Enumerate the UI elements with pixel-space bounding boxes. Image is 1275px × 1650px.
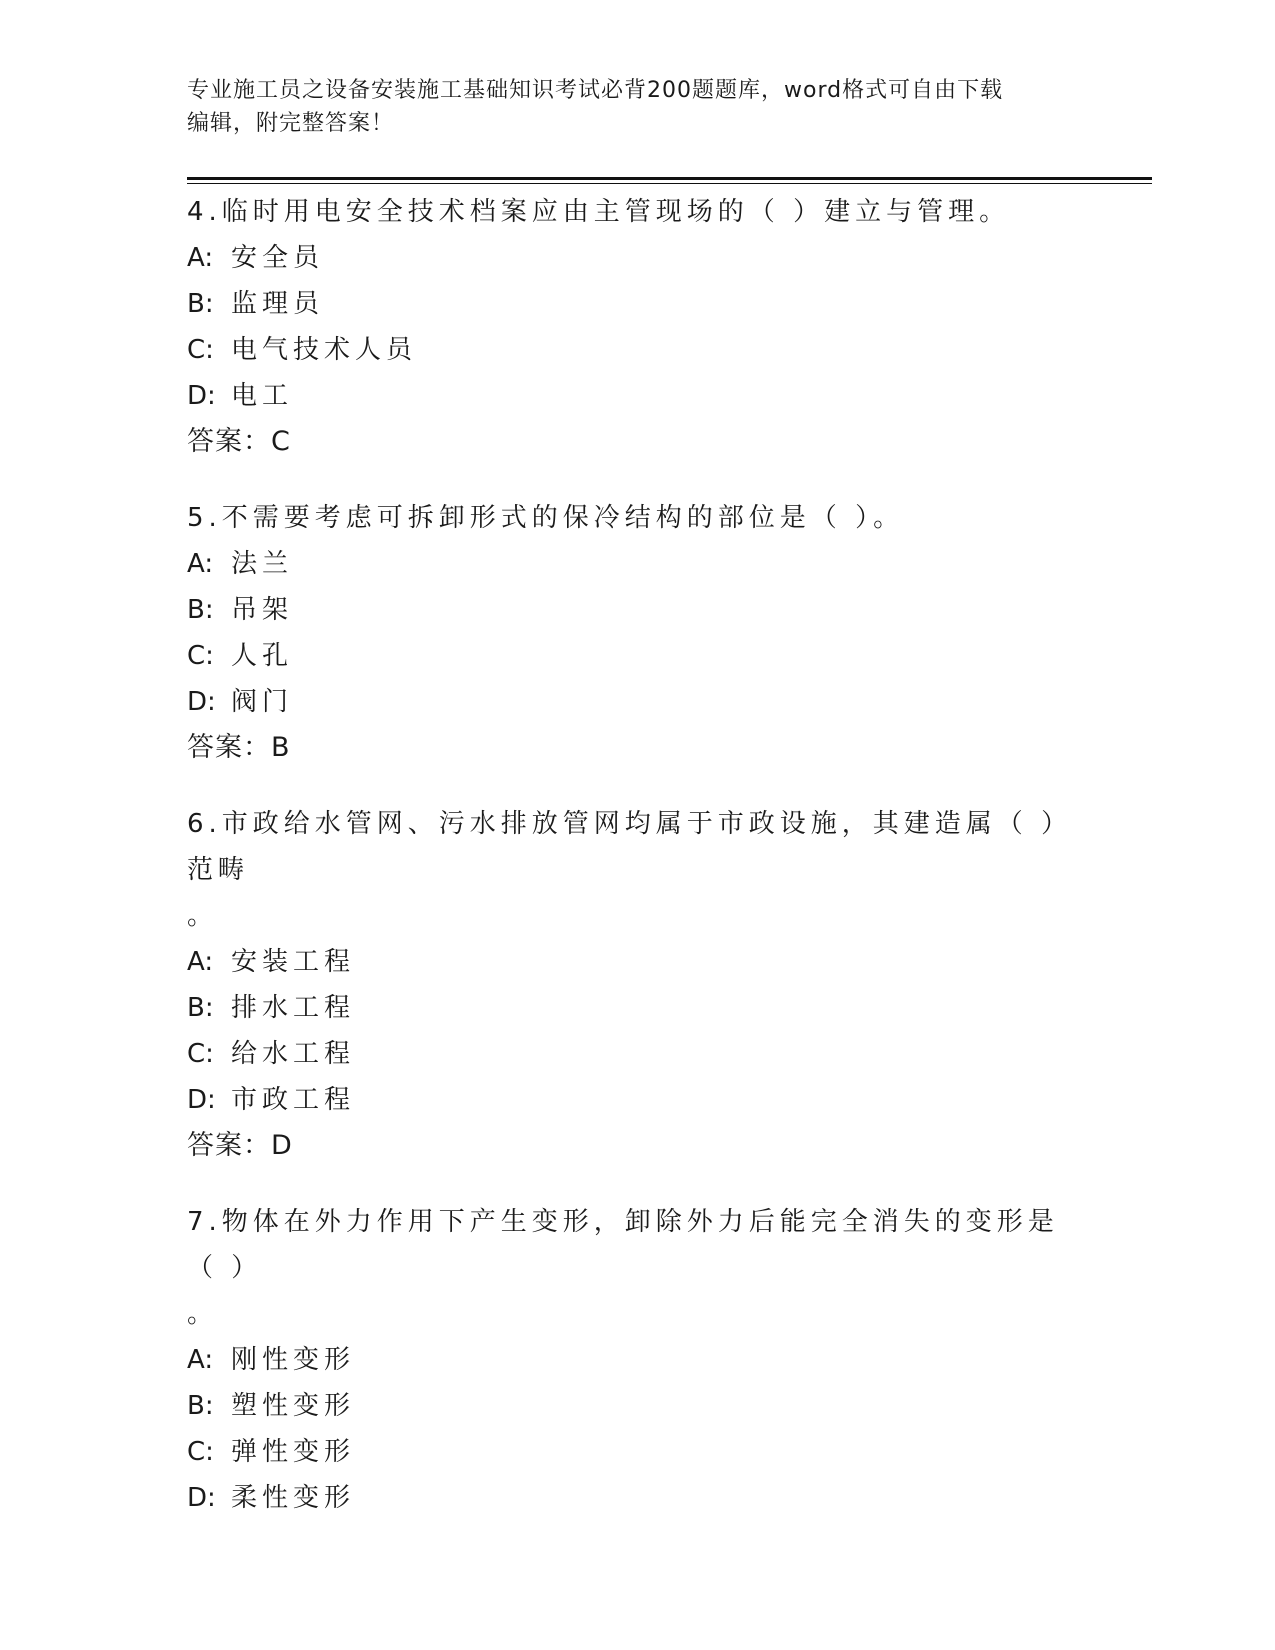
question-stem: 7.物体在外力作用下产生变形，卸除外力后能完全消失的变形是（ ） [187,1207,1059,1283]
option-label: B: [187,289,214,319]
option-label: D: [187,1483,216,1513]
header-line-2: 编辑，附完整答案！ [187,111,395,136]
question-4 [187,189,1087,465]
option-label: A: [187,549,214,579]
option-a [187,939,1087,985]
option-label: C: [187,1039,214,1069]
option-text: 柔性变形 [231,1483,356,1513]
option-label: A: [187,243,214,273]
header-divider-thin [187,183,1152,184]
answer-line: 答案：B [187,732,291,763]
option-text: 监理员 [231,289,325,319]
option-d [187,1475,1087,1521]
question-5 [187,495,1087,771]
option-b [187,587,1087,633]
option-text: 电工 [231,381,294,411]
option-label: D: [187,381,216,411]
option-b [187,281,1087,327]
option-text: 法兰 [231,549,294,579]
option-text: 安全员 [231,243,325,273]
option-d [187,373,1087,419]
option-d [187,1077,1087,1123]
option-label: C: [187,335,214,365]
option-a [187,541,1087,587]
option-text: 弹性变形 [231,1437,356,1467]
option-text: 吊架 [231,595,294,625]
option-text: 安装工程 [231,947,356,977]
option-label: C: [187,641,214,671]
option-text: 人孔 [231,641,294,671]
header-divider-thick [187,177,1152,180]
document-header [187,74,1087,140]
option-a [187,235,1087,281]
option-label: B: [187,595,214,625]
option-label: B: [187,993,214,1023]
option-text: 塑性变形 [231,1391,356,1421]
question-stem-continuation: 。 [187,901,219,931]
option-text: 市政工程 [231,1085,356,1115]
question-6 [187,801,1087,1169]
option-c [187,327,1087,373]
question-stem-continuation: 。 [187,1299,219,1329]
option-text: 刚性变形 [231,1345,356,1375]
option-label: A: [187,947,214,977]
question-list [187,189,1087,1551]
option-label: C: [187,1437,214,1467]
question-stem: 4.临时用电安全技术档案应由主管现场的（ ）建立与管理。 [187,197,1011,227]
option-label: A: [187,1345,214,1375]
option-d [187,679,1087,725]
option-text: 排水工程 [231,993,356,1023]
option-c [187,633,1087,679]
answer-line: 答案：D [187,1130,293,1161]
option-c [187,1031,1087,1077]
question-stem: 5.不需要考虑可拆卸形式的保冷结构的部位是（ ）。 [187,503,905,533]
option-text: 阀门 [231,687,294,717]
option-label: D: [187,1085,216,1115]
option-label: D: [187,687,216,717]
header-line-1: 专业施工员之设备安装施工基础知识考试必背200题题库，word格式可自由下载 [187,78,1004,103]
option-b [187,1383,1087,1429]
option-c [187,1429,1087,1475]
question-stem: 6.市政给水管网、污水排放管网均属于市政设施，其建造属（ ）范畴 [187,809,1073,885]
question-7 [187,1199,1087,1521]
option-label: B: [187,1391,214,1421]
option-text: 给水工程 [231,1039,356,1069]
answer-line: 答案：C [187,426,291,457]
option-text: 电气技术人员 [231,335,418,365]
option-b [187,985,1087,1031]
option-a [187,1337,1087,1383]
